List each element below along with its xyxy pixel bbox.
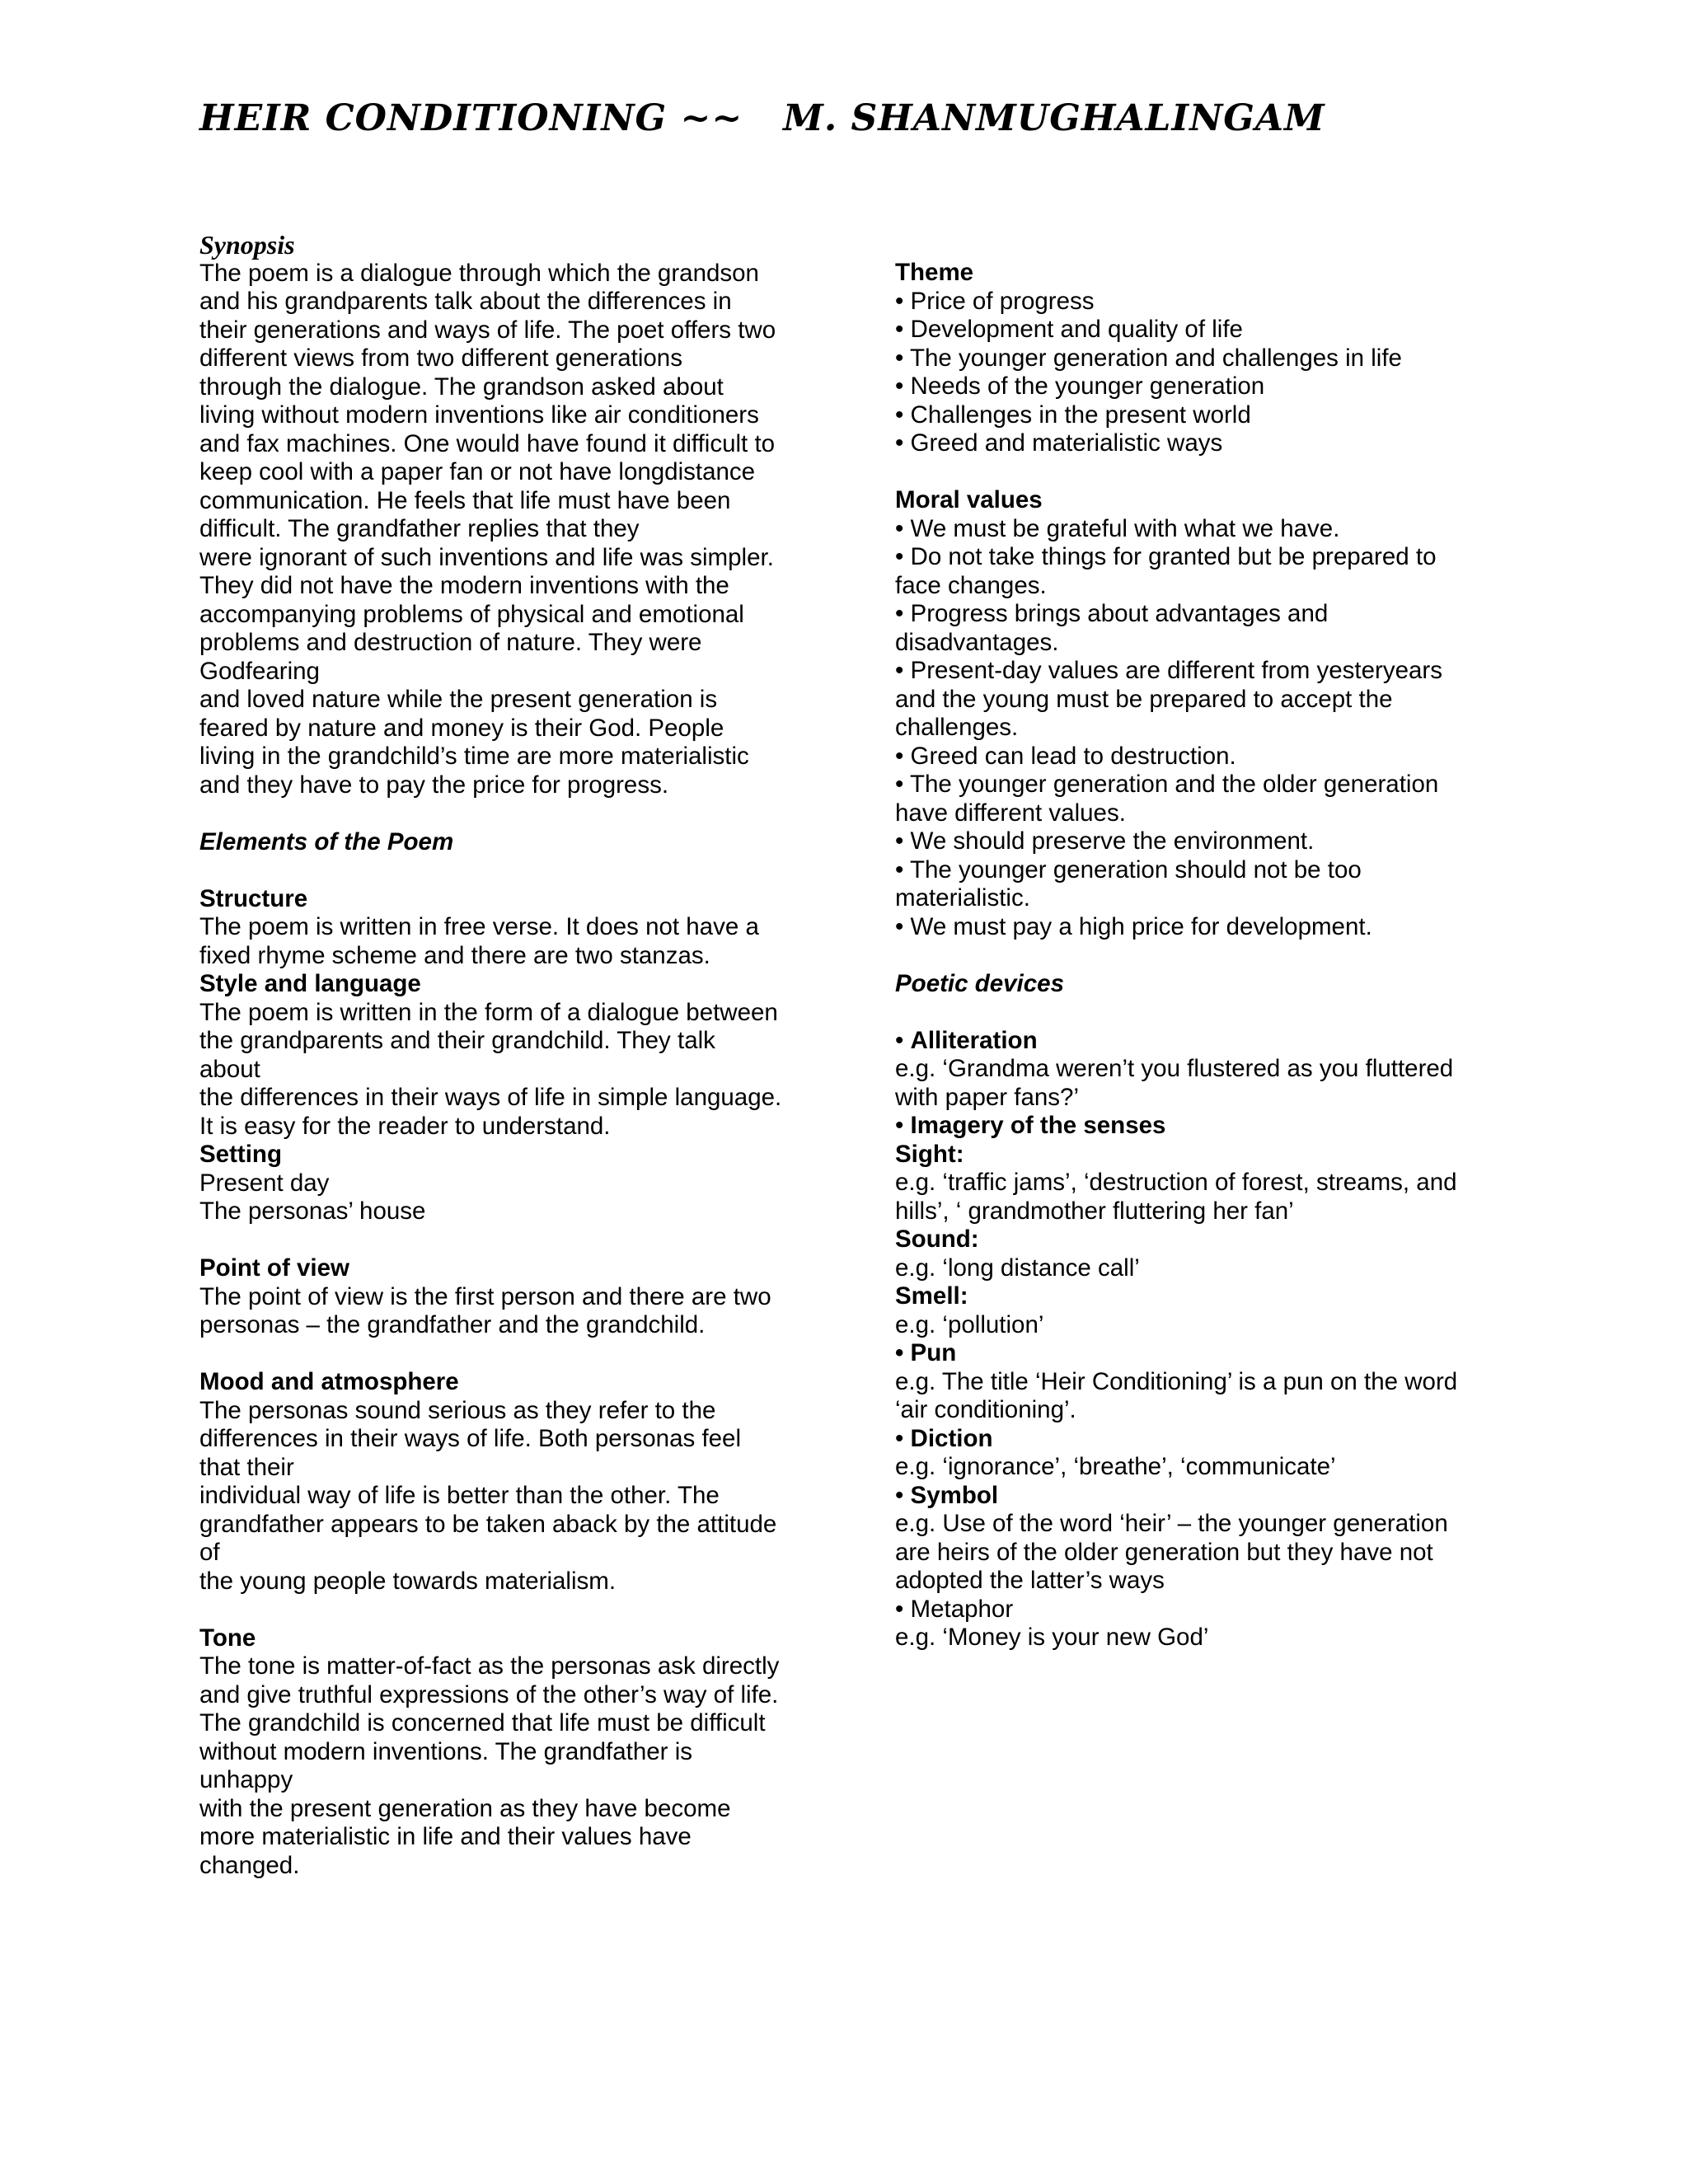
list-item: • Price of progress	[895, 287, 1095, 315]
devices-heading: Poetic devices	[895, 969, 1064, 997]
imagery-item	[895, 1112, 1489, 1141]
text-line: e.g. The title ‘Heir Conditioning’ is a pun on the word	[895, 1367, 1458, 1395]
bullet: •	[895, 1026, 911, 1054]
text-line: personas – the grandfather and the grandchild.	[199, 1311, 706, 1338]
left-column	[199, 231, 809, 1880]
list-item: • Challenges in the present world	[895, 401, 1251, 429]
text-line: the differences in their ways of life in simple language.	[199, 1084, 782, 1111]
text-line: living without modern inventions like air conditioners	[199, 401, 759, 429]
moral-heading: Moral values	[895, 486, 1043, 513]
tone-heading: Tone	[199, 1624, 256, 1652]
setting-heading: Setting	[199, 1141, 282, 1168]
text-line: individual way of life is better than the other. The	[199, 1482, 720, 1509]
list-item: and the young must be prepared to accept the	[895, 685, 1393, 713]
text-line: e.g. ‘Grandma weren’t you flustered as you fluttered	[895, 1055, 1454, 1082]
list-item: • The younger generation should not be too	[895, 855, 1362, 883]
text-line: through the dialogue. The grandson asked about	[199, 373, 724, 401]
text-line: The poem is a dialogue through which the grandson	[199, 259, 759, 287]
list-item: • Development and quality of life	[895, 316, 1243, 343]
symbol-label: Symbol	[910, 1481, 999, 1509]
pun-label: • Pun	[895, 1339, 957, 1366]
text-line: They did not have the modern inventions with the	[199, 572, 729, 599]
text-line: the grandparents and their grandchild. They talk	[199, 1027, 715, 1054]
text-line: The personas sound serious as they refer to the	[199, 1396, 716, 1424]
text-line: The poem is written in the form of a dialogue between	[199, 998, 778, 1026]
text-line: changed.	[199, 1851, 300, 1879]
text-line: about	[199, 1055, 260, 1083]
text-line: ‘air conditioning’.	[895, 1396, 1076, 1423]
text-line: e.g. ‘long distance call’	[895, 1254, 1140, 1282]
text-line: their generations and ways of life. The poet offers two	[199, 316, 776, 344]
list-item: • We must pay a high price for development.	[895, 912, 1372, 940]
elements-heading: Elements of the Poem	[199, 827, 454, 855]
text-line: of	[199, 1539, 220, 1566]
right-column	[895, 259, 1489, 1652]
alliteration-item	[895, 1027, 1489, 1056]
text-line: and fax machines. One would have found it difficult to	[199, 429, 776, 457]
text-line: different views from two different generations	[199, 344, 682, 372]
text-line: without modern inventions. The grandfather is	[199, 1737, 692, 1765]
text-line: The personas’ house	[199, 1197, 426, 1225]
list-item: • Greed and materialistic ways	[895, 429, 1223, 457]
list-item: • Greed can lead to destruction.	[895, 742, 1236, 770]
list-item: have different values.	[895, 799, 1126, 827]
synopsis-heading: Synopsis	[199, 230, 295, 260]
list-item: • The younger generation and challenges in life	[895, 344, 1402, 372]
text-line: grandfather appears to be taken aback by the attitude	[199, 1510, 777, 1538]
text-line: adopted the latter’s ways	[895, 1567, 1165, 1594]
text-line: The grandchild is concerned that life must be difficult	[199, 1709, 766, 1736]
list-item: • Progress brings about advantages and	[895, 600, 1329, 627]
text-line: keep cool with a paper fan or not have longdistance	[199, 458, 756, 485]
list-item: materialistic.	[895, 884, 1030, 912]
text-line: living in the grandchild’s time are more materialistic	[199, 743, 749, 770]
list-item: disadvantages.	[895, 628, 1059, 656]
imagery-label: Imagery of the senses	[910, 1112, 1166, 1139]
text-line: with paper fans?’	[895, 1083, 1080, 1111]
text-line: accompanying problems of physical and emotional	[199, 600, 744, 628]
sight-label: Sight:	[895, 1140, 964, 1168]
text-line: problems and destruction of nature. They were	[199, 629, 702, 656]
text-line: differences in their ways of life. Both personas feel	[199, 1425, 742, 1452]
list-item: challenges.	[895, 714, 1019, 741]
text-line: e.g. ‘Money is your new God’	[895, 1624, 1209, 1651]
alliteration-label: Alliteration	[910, 1026, 1038, 1054]
text-line: fixed rhyme scheme and there are two stanzas.	[199, 941, 710, 969]
text-line: Godfearing	[199, 657, 320, 685]
bullet: •	[895, 1481, 911, 1509]
list-item: • We must be grateful with what we have.	[895, 514, 1340, 542]
theme-heading: Theme	[895, 259, 974, 286]
mood-heading: Mood and atmosphere	[199, 1368, 459, 1395]
sound-label: Sound:	[895, 1226, 979, 1253]
synopsis-text	[199, 260, 809, 800]
text-line: and give truthful expressions of the other’s way of life.	[199, 1680, 779, 1708]
text-line: e.g. Use of the word ‘heir’ – the younger generation	[895, 1510, 1448, 1537]
text-line: were ignorant of such inventions and life was simpler.	[199, 543, 774, 571]
symbol-item	[895, 1482, 1489, 1511]
list-item: • Needs of the younger generation	[895, 373, 1265, 400]
list-item: • Present-day values are different from yesteryears	[895, 657, 1442, 684]
text-line: The poem is written in free verse. It does not have a	[199, 913, 759, 940]
text-line: more materialistic in life and their values have	[199, 1823, 692, 1850]
text-line: communication. He feels that life must have been	[199, 486, 731, 514]
text-line: and his grandparents talk about the differences in	[199, 288, 732, 315]
list-item: • The younger generation and the older generation	[895, 771, 1439, 798]
text-line: e.g. ‘ignorance’, ‘breathe’, ‘communicate’	[895, 1453, 1336, 1480]
text-line: with the present generation as they have become	[199, 1794, 731, 1822]
text-line: e.g. ‘traffic jams’, ‘destruction of forest, streams, and	[895, 1169, 1457, 1196]
bullet: •	[895, 1112, 911, 1139]
text-line: that their	[199, 1453, 294, 1481]
pov-heading: Point of view	[199, 1254, 349, 1282]
text-line: hills’, ‘ grandmother fluttering her fan’	[895, 1197, 1294, 1225]
page-title: HEIR CONDITIONING ~~ M. SHANMUGHALINGAM	[199, 97, 1325, 139]
metaphor-label: • Metaphor	[895, 1595, 1014, 1623]
list-item: • Do not take things for granted but be prepared to	[895, 543, 1437, 570]
text-line: feared by nature and money is their God. People	[199, 714, 724, 742]
text-line: unhappy	[199, 1766, 293, 1793]
diction-label: Diction	[910, 1424, 993, 1452]
smell-label: Smell:	[895, 1282, 968, 1310]
text-line: difficult. The grandfather replies that they	[199, 515, 640, 542]
text-line: Present day	[199, 1169, 330, 1197]
text-line: The point of view is the first person and there are two	[199, 1282, 771, 1310]
structure-heading: Structure	[199, 884, 308, 912]
style-heading: Style and language	[199, 970, 421, 997]
diction-item	[895, 1425, 1489, 1454]
text-line: It is easy for the reader to understand.	[199, 1112, 611, 1140]
text-line: are heirs of the older generation but they have not	[895, 1538, 1433, 1566]
bullet: •	[895, 1424, 911, 1452]
list-item: face changes.	[895, 571, 1047, 599]
text-line: the young people towards materialism.	[199, 1567, 617, 1595]
text-line: and loved nature while the present generation is	[199, 686, 718, 713]
text-line: and they have to pay the price for progress.	[199, 771, 669, 799]
text-line: The tone is matter-of-fact as the personas ask directly	[199, 1652, 780, 1680]
text-line: e.g. ‘pollution’	[895, 1310, 1044, 1338]
list-item: • We should preserve the environment.	[895, 827, 1315, 855]
